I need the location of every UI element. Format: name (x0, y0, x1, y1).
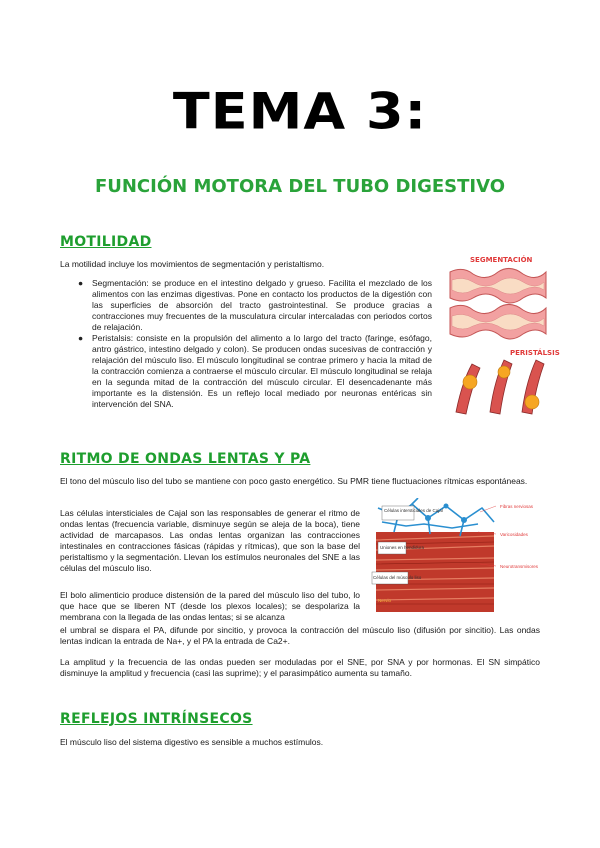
segmented-tube-top (450, 268, 546, 303)
motilidad-bullets (78, 278, 432, 410)
fig-label-musculo: Células del músculo liso (373, 575, 422, 580)
bullet-peristalsis: ● Peristalsis: consiste en la propulsión del alimento a lo largo del tracto (faringe, esófago, antro gástrico, intestino delgado y colon). Se producen ondas sucesivas de contracción y relajación del músculo liso. El músculo longitudinal se contrae primero y hacia la mitad de la contracción comienza a contraerse el músculo circular. El músculo longitudinal se relaja en la segunda mitad de la contracción del músculo circular. El desencadenante más importante es la distensión. Es un reflejo local mediado por neuronas entéricas sin intervención del SNA. (78, 333, 432, 409)
peristalsis-tube-3 (522, 360, 544, 414)
intestine-illustration (448, 252, 548, 422)
ritmo-p2: Las células intersticiales de Cajal son las responsables de generar el ritmo de ondas lentas (frecuencia variable, disminuye según se aleja de la boca), tiene actividad de marcapasos. Las ondas lentas organizan las contracciones intestinales en contracciones fásicas (rápidas y rítmicas), que son la base del peristaltismo y la segmentación. Llevan los estímulos neuronales del SNE a las células del músculo liso. (60, 508, 360, 573)
peristalsis-tube-2 (490, 360, 512, 414)
motilidad-intro: La motilidad incluye los movimientos de segmentación y peristaltismo. (60, 259, 325, 269)
fig-label-cajal: Células intersticiales de Cajal (384, 508, 443, 513)
reflejos-p1: El músculo liso del sistema digestivo es sensible a muchos estímulos. (60, 737, 324, 747)
heading-ritmo: RITMO DE ONDAS LENTAS Y PA (60, 451, 311, 467)
ritmo-p1: El tono del músculo liso del tubo se mantiene con poco gasto energético. Su PMR tiene fluctuaciones rítmicas espontáneas. (60, 476, 528, 486)
smooth-muscle-illustration (368, 498, 540, 616)
ritmo-p4: La amplitud y la frecuencia de las ondas pueden ser moduladas por el SNE, por SNA y por hormonas. El SN simpático disminuye la amplitud y frecuencia (casi las suprime); y el parasimpático aumenta su tamaño. (60, 657, 540, 678)
ritmo-p3a: El bolo alimenticio produce distensión de la pared del músculo liso del tubo, lo que hace que se liberen NT (desde los plexos locales); se despolariza la membrana con la llegada de las ondas lentas; si se alcanza (60, 590, 360, 622)
bullet-segmentacion: ● Segmentación: se produce en el intestino delgado y grueso. Facilita el mezclado de los alimentos con las enzimas digestivas. Pone en contacto los productos de la digestión con las superficies de absorción del tracto gastrointestinal. Se produce gracias a contracciones muy frecuentes de la musculatura circular intercaladas con periodos cortos de relajación. (78, 278, 432, 332)
heading-reflejos: REFLEJOS INTRÍNSECOS (60, 711, 253, 727)
heading-motilidad: MOTILIDAD (60, 234, 152, 250)
page-title: TEMA 3: (172, 82, 428, 141)
cajal-figure (368, 498, 540, 616)
fig-label-varicosidades: Varicosidades (500, 532, 528, 537)
fig-label-fibras: Fibras nerviosas (500, 504, 534, 509)
fig-label-uniones: Uniones en hendidura (380, 545, 425, 550)
motility-figure (448, 252, 560, 422)
label-segmentacion: SEGMENTACIÓN (470, 256, 533, 264)
label-peristalsis: PERISTÁLSIS (510, 349, 560, 357)
peristalsis-tube-1 (456, 364, 480, 414)
segmented-tube-bottom (450, 304, 546, 339)
fig-label-nervio: Nervio (378, 598, 392, 603)
ritmo-p3b: el umbral se dispara el PA, difunde por sincitio, y provoca la contracción del músculo liso (difusión por sincitio). Las ondas lentas indican la entrada de Na+, y el PA la entrada de Ca2+. (60, 625, 540, 646)
fig-label-neurotransmisores: Neurotransmisores (500, 564, 539, 569)
page-subtitle: FUNCIÓN MOTORA DEL TUBO DIGESTIVO (94, 176, 506, 197)
